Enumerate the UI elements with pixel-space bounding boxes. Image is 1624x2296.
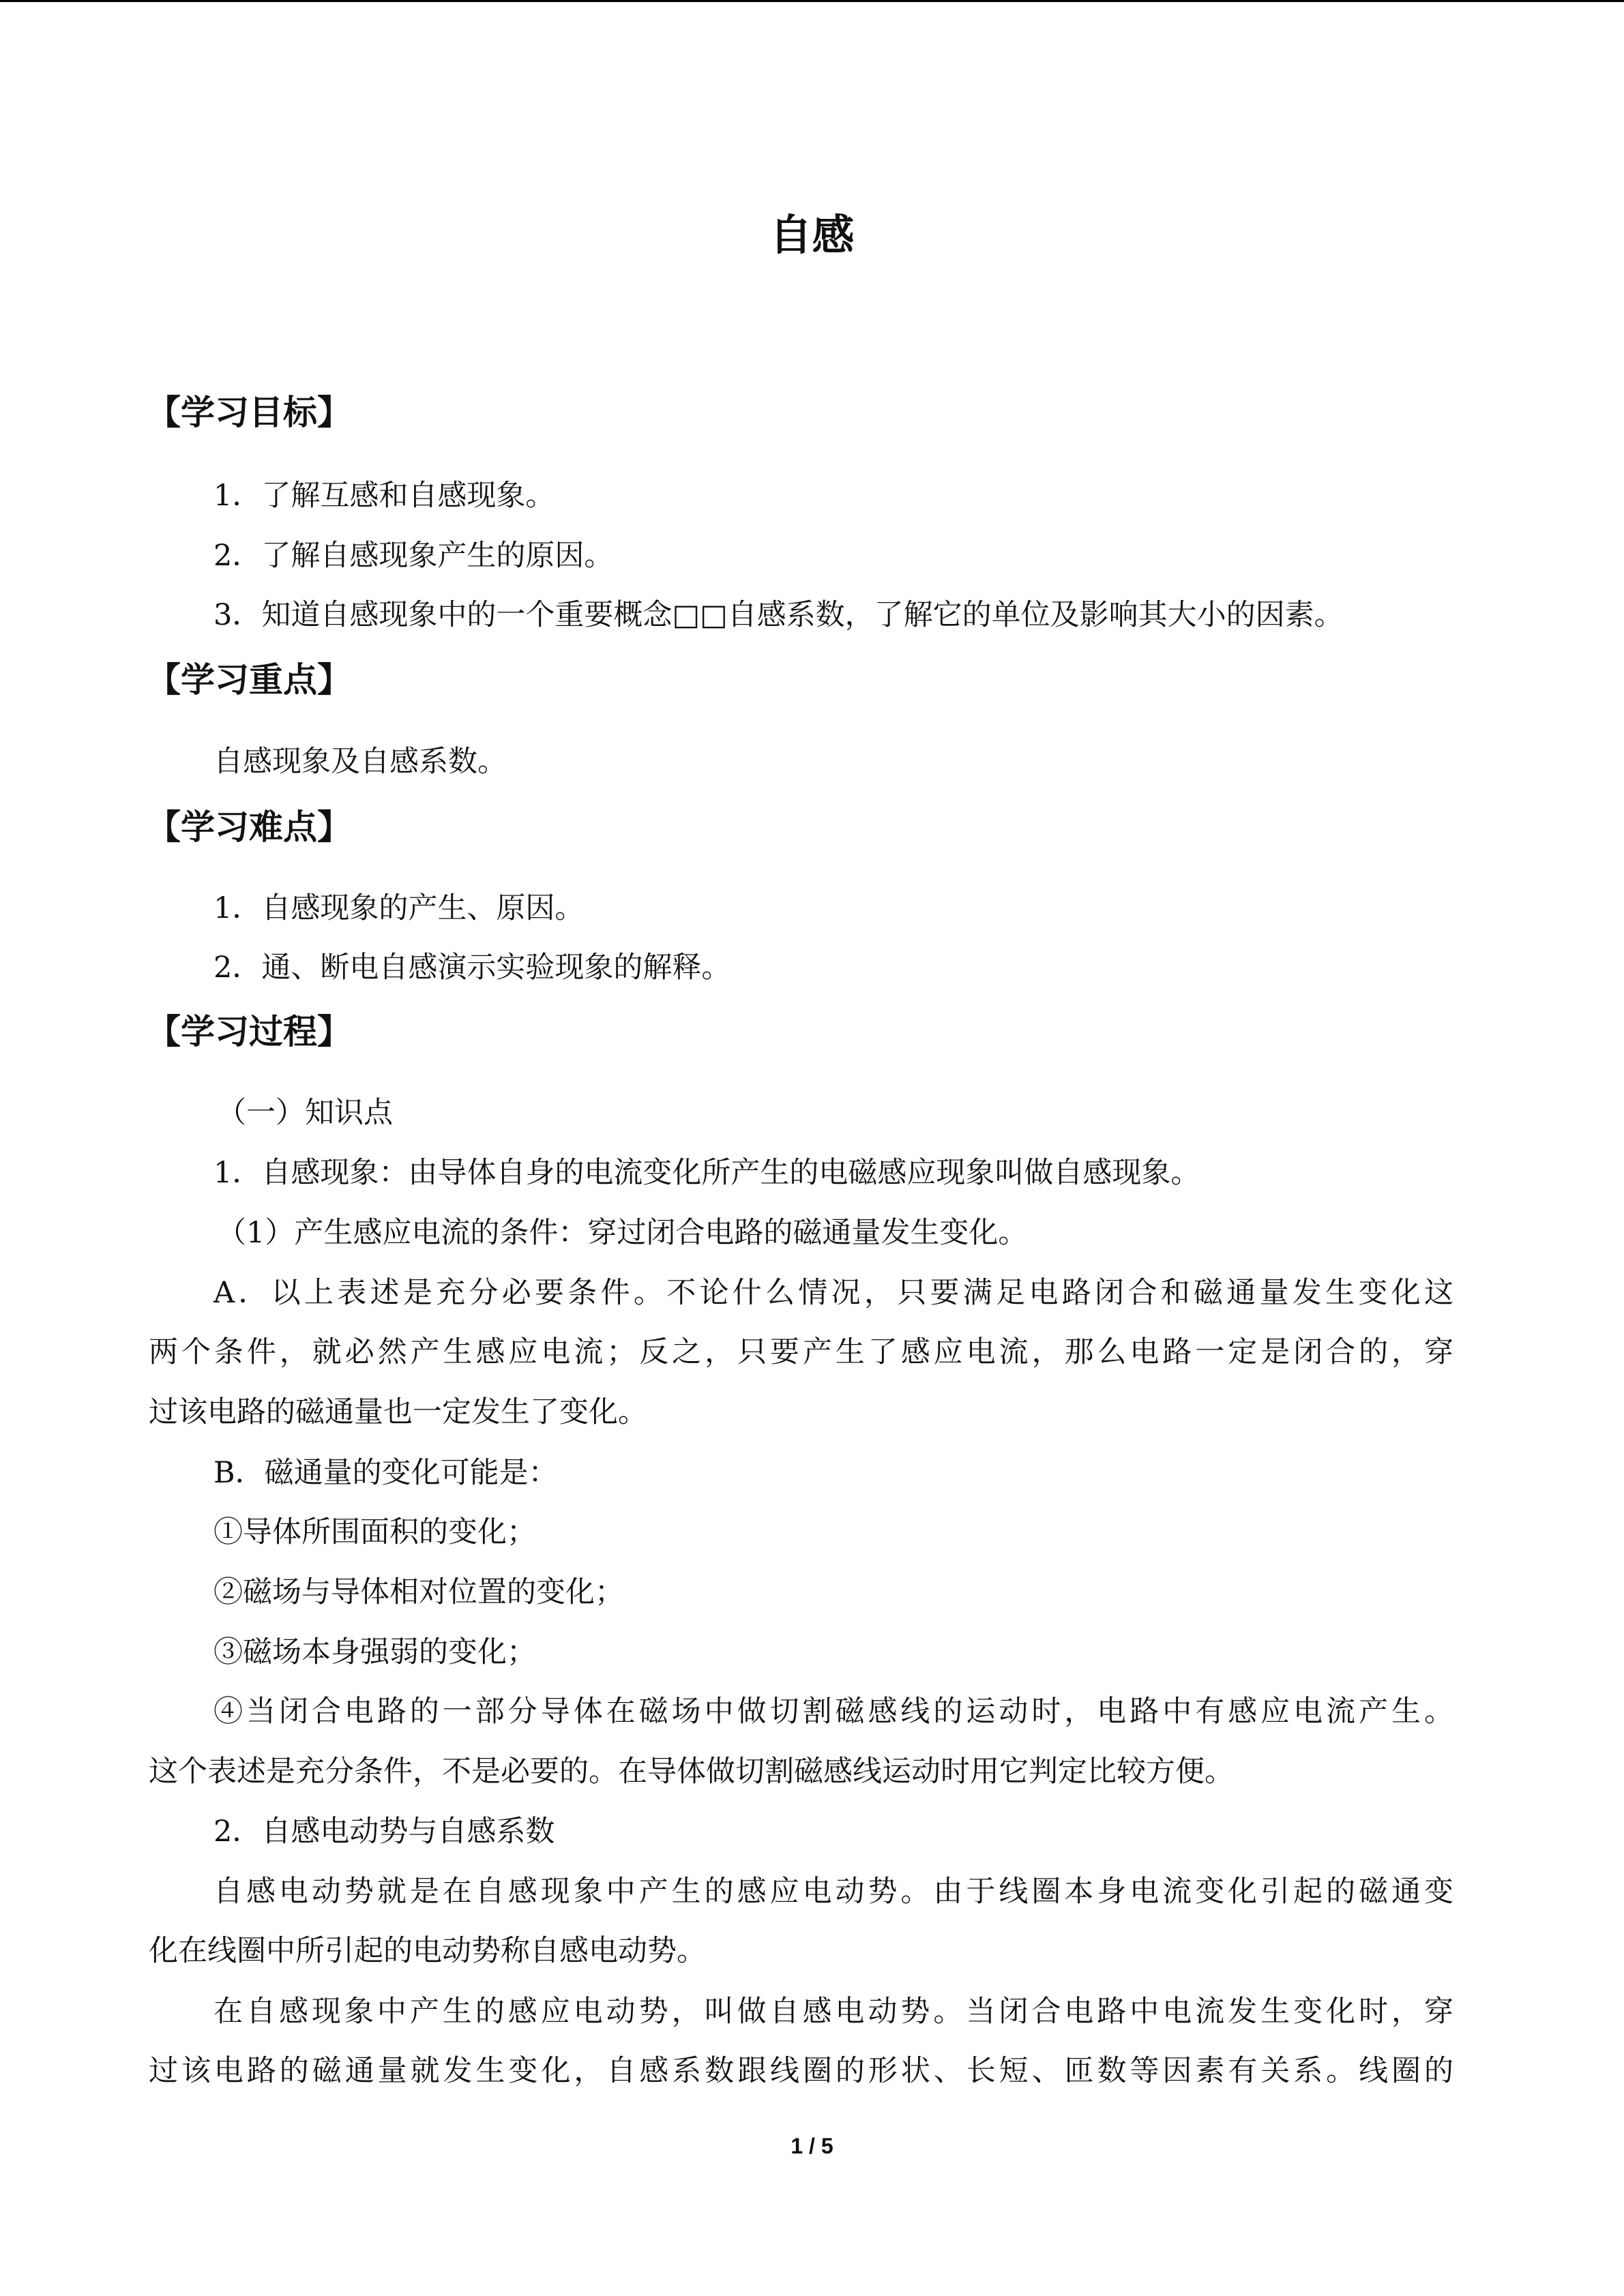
- heading-objectives: 【学习目标】: [147, 393, 351, 432]
- key-point-item-1: 自感现象及自感系数。: [213, 745, 507, 779]
- difficulty-item-2: 2．通、断电自感演示实验现象的解释。: [213, 951, 731, 985]
- process-line-8: ①导体所围面积的变化；: [213, 1515, 536, 1549]
- process-line-11: ④当闭合电路的一部分导体在磁场中做切割磁感线的运动时，电路中有感应电流产生。: [213, 1695, 1453, 1729]
- process-line-17: 过该电路的磁通量就发生变化，自感系数跟线圈的形状、长短、匝数等因素有关系。线圈的: [149, 2054, 1453, 2088]
- process-line-7: B．磁通量的变化可能是：: [213, 1456, 558, 1490]
- process-line-10: ③磁场本身强弱的变化；: [213, 1635, 536, 1669]
- page-number: 1 / 5: [791, 2134, 833, 2158]
- process-line-15: 化在线圈中所引起的电动势称自感电动势。: [149, 1934, 706, 1968]
- process-line-16: 在自感现象中产生的感应电动势，叫做自感电动势。当闭合电路中电流发生变化时，穿: [213, 1995, 1453, 2029]
- page-title: 自感: [769, 210, 855, 260]
- process-line-6: 过该电路的磁通量也一定发生了变化。: [149, 1395, 647, 1429]
- process-line-13: 2．自感电动势与自感系数: [213, 1815, 555, 1849]
- heading-process: 【学习过程】: [147, 1012, 351, 1052]
- objective-item-3: 3．知道自感现象中的一个重要概念□□自感系数，了解它的单位及影响其大小的因素。: [213, 598, 1344, 632]
- process-line-12: 这个表述是充分条件，不是必要的。在导体做切割磁感线运动时用它判定比较方便。: [149, 1755, 1234, 1789]
- process-line-5: 两个条件，就必然产生感应电流；反之，只要产生了感应电流，那么电路一定是闭合的，穿: [149, 1335, 1453, 1369]
- objective-item-2: 2．了解自感现象产生的原因。: [213, 539, 614, 573]
- difficulty-item-1: 1．自感现象的产生、原因。: [213, 891, 585, 925]
- process-line-3: （1）产生感应电流的条件：穿过闭合电路的磁通量发生变化。: [217, 1216, 1028, 1250]
- heading-difficulties: 【学习难点】: [147, 807, 351, 847]
- process-line-14: 自感电动势就是在自感现象中产生的感应电动势。由于线圈本身电流变化引起的磁通变: [213, 1875, 1453, 1909]
- heading-key-points: 【学习重点】: [147, 660, 351, 700]
- process-line-9: ②磁场与导体相对位置的变化；: [213, 1575, 624, 1609]
- process-line-2: 1．自感现象：由导体自身的电流变化所产生的电磁感应现象叫做自感现象。: [213, 1156, 1200, 1190]
- objective-item-1: 1．了解互感和自感现象。: [213, 479, 555, 513]
- process-line-4: A．以上表述是充分必要条件。不论什么情况，只要满足电路闭合和磁通量发生变化这: [213, 1276, 1453, 1310]
- process-line-1: （一）知识点: [217, 1096, 393, 1130]
